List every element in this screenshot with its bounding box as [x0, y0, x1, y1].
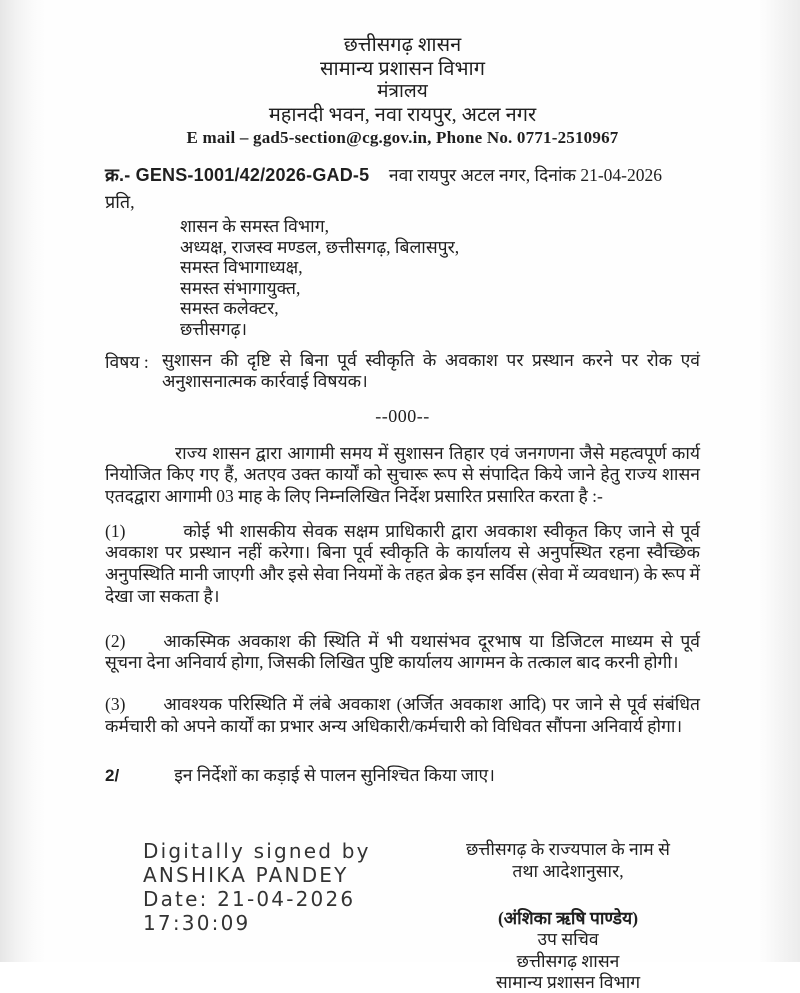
letterhead [105, 34, 700, 148]
recipient-line: शासन के समस्त विभाग, [180, 216, 329, 237]
recipient-line: छत्तीसगढ़। [180, 318, 248, 339]
recipient-line: समस्त संभागायुक्त, [180, 277, 301, 298]
recipient-line: समस्त कलेक्टर, [180, 298, 279, 319]
signatory-org: छत्तीसगढ़ शासन [516, 950, 620, 971]
intro-paragraph: राज्य शासन द्वारा आगामी समय में सुशासन तिहार एवं जनगणना जैसे महत्वपूर्ण कार्य नियोजित किए गए हैं, अतएव उक्त कार्यों को सुचारू रूप से संपादित किये जाने हेतु राज्य शासन एतदद्वारा आगामी 03 माह के लिए निम्नलिखित निर्देश प्रसारित प्रसारित करता है :- [105, 442, 700, 507]
recipient-list [180, 216, 700, 339]
closing-number: 2/ [105, 766, 120, 786]
subject-row [105, 350, 700, 393]
subject-label: विषय : [105, 352, 149, 373]
separator-ooo: --000-- [375, 405, 430, 426]
digital-signature-stamp [143, 839, 371, 935]
reference-row [105, 163, 700, 187]
subject-text: सुशासन की दृष्टि से बिना पूर्व स्वीकृति के अवकाश पर प्रस्थान करने पर रोक एवं अनुशासनात्मक कार्रवाई विषयक। [162, 350, 700, 392]
letterhead-government: छत्तीसगढ़ शासन [343, 34, 462, 56]
to-label: प्रति, [105, 192, 135, 213]
letterhead-ministry: मंत्रालय [377, 81, 428, 103]
point-number: (2) [105, 630, 126, 651]
letterhead-address: महानदी भवन, नवा रायपुर, अटल नगर [268, 103, 537, 126]
digisig-name: ANSHIKA PANDEY [143, 863, 349, 888]
letterhead-contact: E mail – gad5-section@cg.gov.in, Phone No. 0771-2510967 [186, 128, 619, 148]
signatory-name: (अंशिका ऋषि पाण्डेय) [497, 907, 639, 928]
point-text: कोई भी शासकीय सेवक सक्षम प्राधिकारी द्वारा अवकाश स्वीकृत किए जाने से पूर्व अवकाश पर प्रस्थान नहीं करेगा। बिना पूर्व स्वीकृति के कार्यालय से अनुपस्थित रहना स्वैच्छिक अनुपस्थिति मानी जाएगी और इसे सेवा नियमों के तहत ब्रेक इन सर्विस (सेवा में व्यवधान) के रूप में देखा जा सकता है। [105, 520, 700, 606]
by-order-line: तथा आदेशानुसार, [512, 860, 624, 881]
signatory-block [418, 839, 718, 993]
directive-point-3 [105, 694, 700, 737]
signatory-designation: उप सचिव [537, 929, 599, 950]
letterhead-department: सामान्य प्रशासन विभाग [320, 57, 485, 80]
point-number: (3) [105, 693, 126, 714]
closing-text: इन निर्देशों का कड़ाई से पालन सुनिश्चित किया जाए। [174, 765, 495, 786]
point-text: आवश्यक परिस्थिति में लंबे अवकाश (अर्जित अवकाश आदि) पर जाने से पूर्व संबंधित कर्मचारी को अपने कार्यों का प्रभार अन्य अधिकारी/कर्मचारी को विधिवत सौंपना अनिवार्य होगा। [105, 693, 700, 736]
point-number: (1) [105, 520, 126, 541]
directive-point-1 [105, 521, 700, 608]
recipient-line: अध्यक्ष, राजस्व मण्डल, छत्तीसगढ़, बिलासपुर, [180, 236, 460, 257]
by-order-line: छत्तीसगढ़ के राज्यपाल के नाम से [466, 839, 670, 860]
reference-number: क्र.- GENS-1001/42/2026-GAD-5 [105, 165, 370, 186]
directive-point-2 [105, 631, 700, 674]
signatory-dept: सामान्य प्रशासन विभाग [495, 972, 641, 993]
digisig-line: Digitally signed by [143, 839, 371, 864]
closing-instruction [105, 763, 700, 787]
recipient-line: समस्त विभागाध्यक्ष, [180, 257, 303, 278]
place-and-date: नवा रायपुर अटल नगर, दिनांक 21-04-2026 [388, 165, 662, 186]
point-text: आकस्मिक अवकाश की स्थिति में भी यथासंभव दूरभाष या डिजिटल माध्यम से पूर्व सूचना देना अनिवार्य होगा, जिसकी लिखित पुष्टि कार्यालय आगमन के तत्काल बाद करनी होगी। [105, 630, 700, 673]
signature-area [105, 839, 700, 993]
digisig-time: 17:30:09 [143, 911, 251, 936]
digisig-date: Date: 21-04-2026 [143, 887, 356, 912]
